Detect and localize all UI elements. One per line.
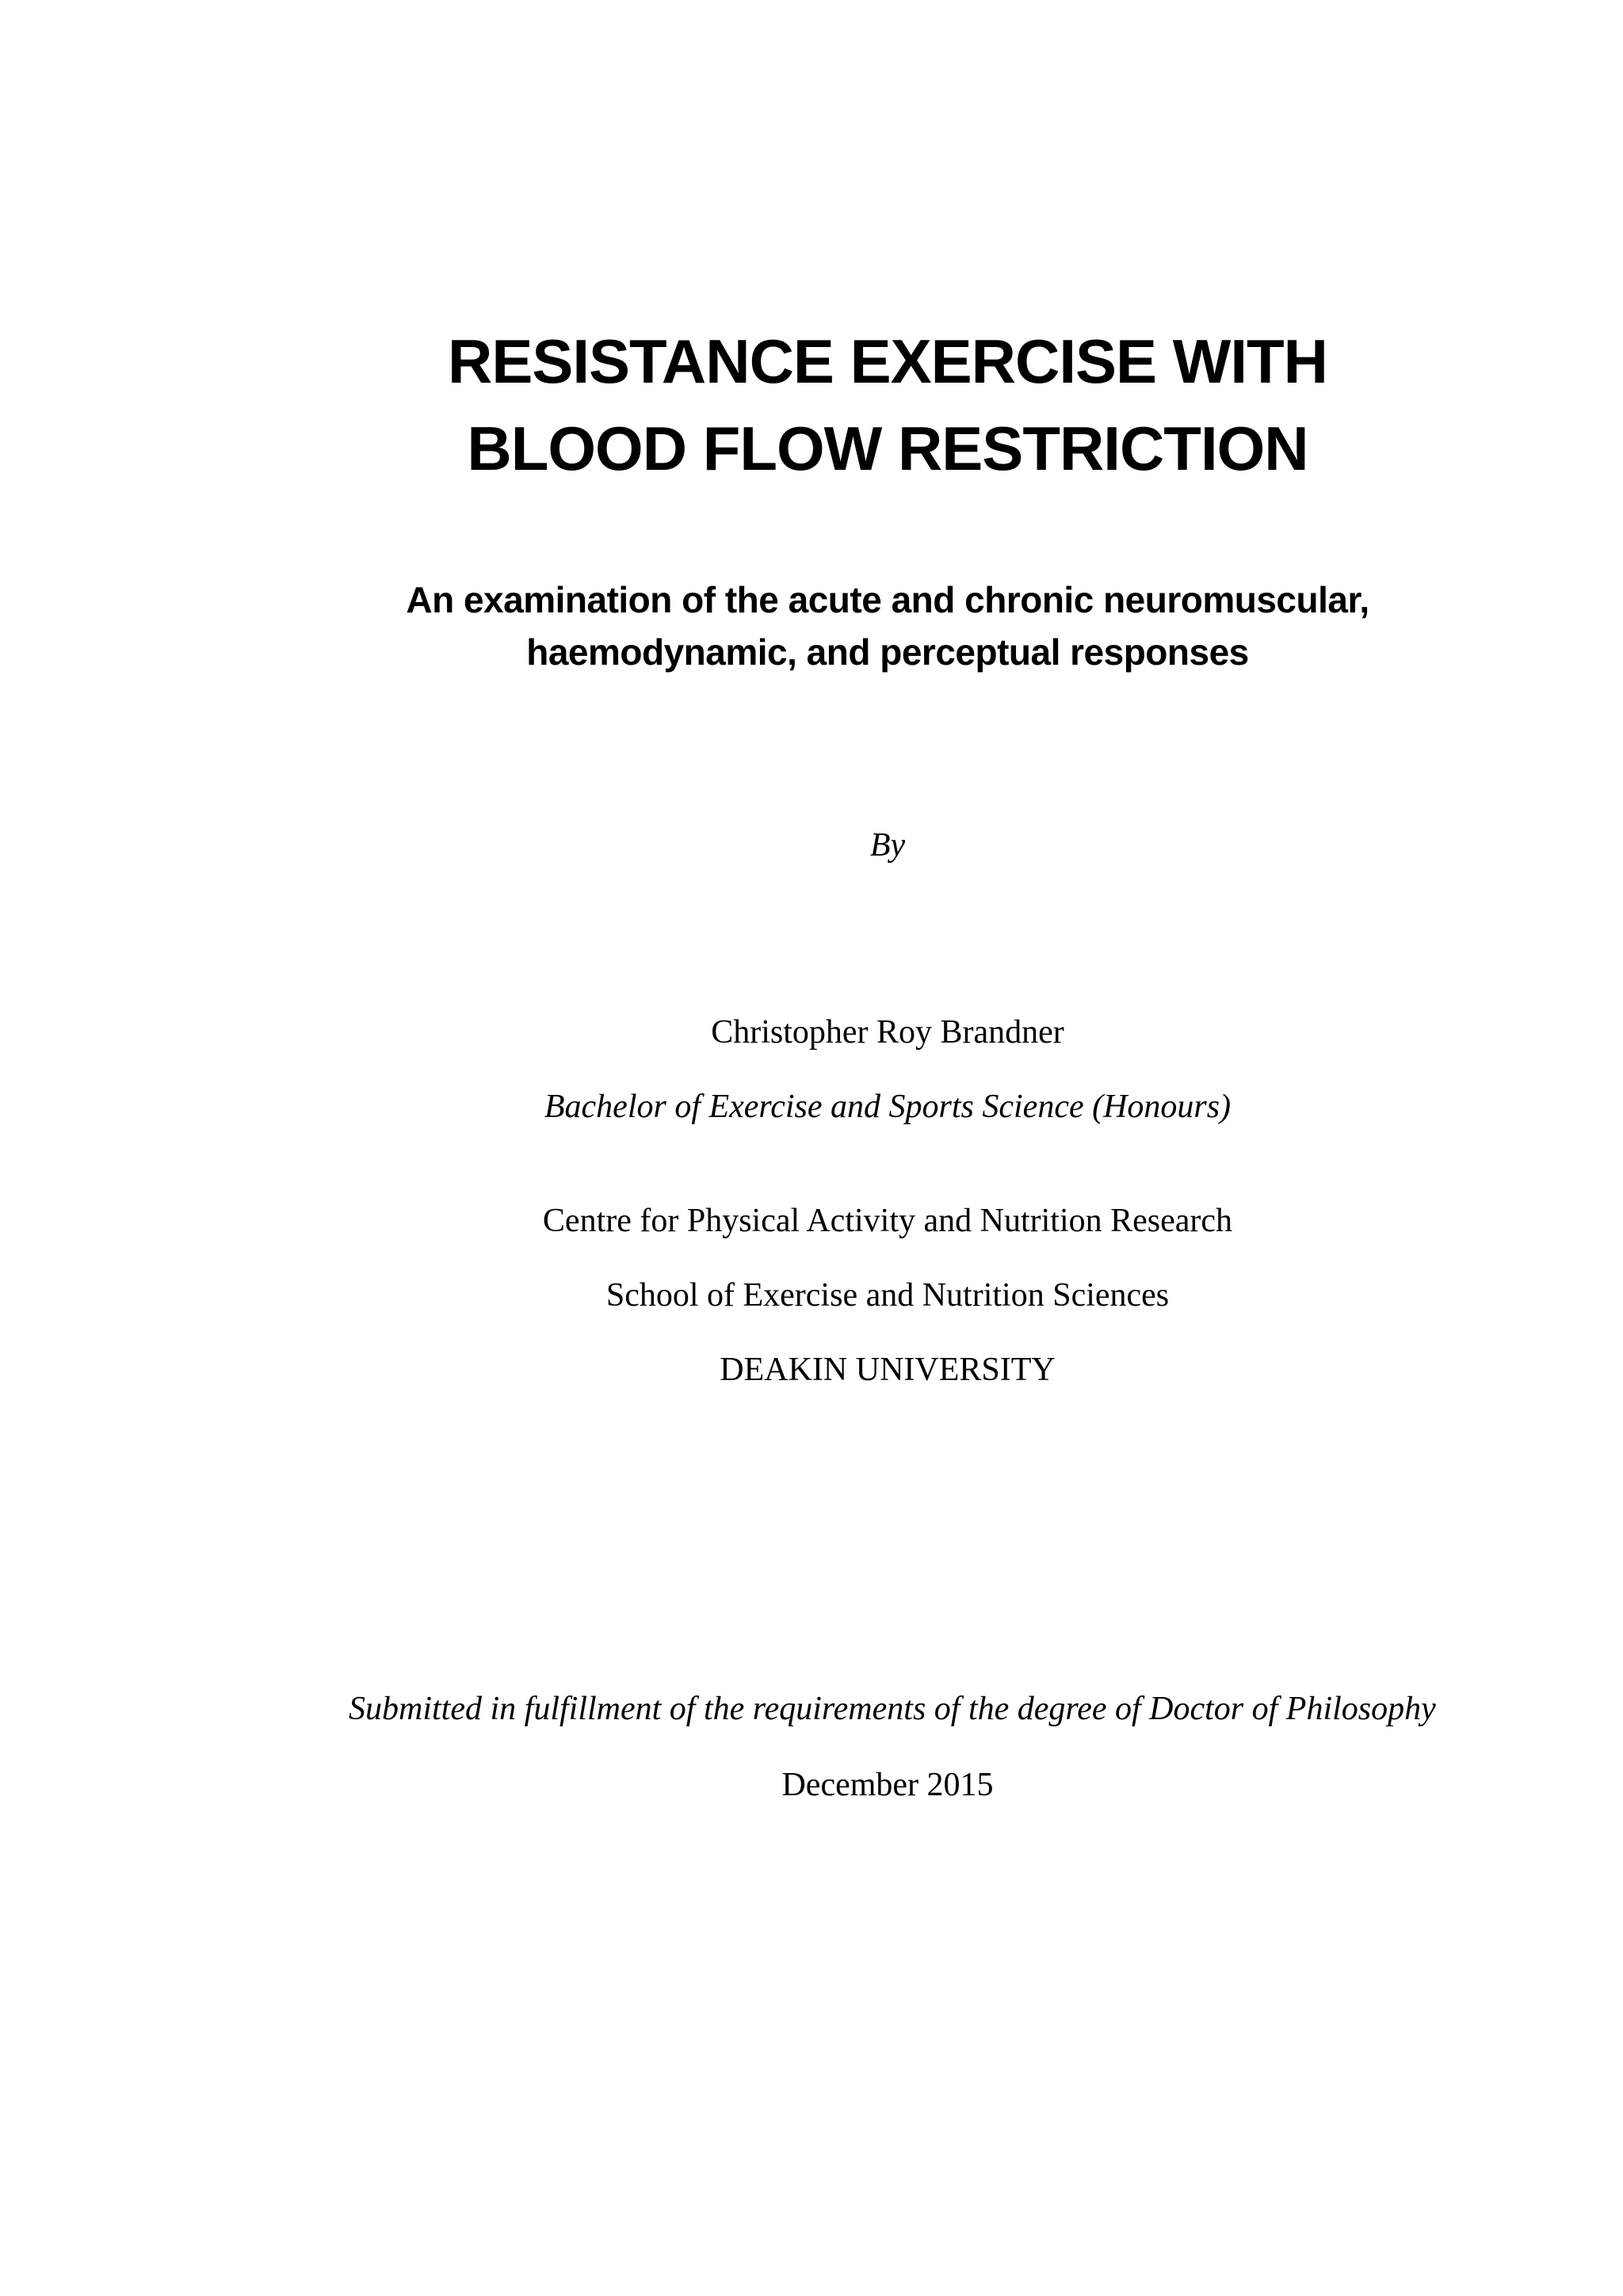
thesis-subtitle-line-1: An examination of the acute and chronic neuromuscular, [406, 579, 1369, 620]
author-name: Christopher Roy Brandner [711, 1014, 1064, 1051]
thesis-title-line-1: RESISTANCE EXERCISE WITH [447, 326, 1327, 396]
submission-date: December 2015 [781, 1767, 994, 1803]
thesis-title-line-2: BLOOD FLOW RESTRICTION [467, 414, 1308, 483]
by-label: By [869, 827, 906, 864]
research-centre: Centre for Physical Activity and Nutrition Research [542, 1203, 1233, 1239]
school-name: School of Exercise and Nutrition Sciences [605, 1277, 1170, 1314]
author-degree: Bachelor of Exercise and Sports Science (Honours) [544, 1089, 1232, 1125]
university-name: DEAKIN UNIVERSITY [720, 1352, 1056, 1388]
submission-statement: Submitted in fulfillment of the requirements of the degree of Doctor of Philosophy [349, 1691, 1436, 1727]
thesis-subtitle-line-2: haemodynamic, and perceptual responses [526, 631, 1249, 673]
